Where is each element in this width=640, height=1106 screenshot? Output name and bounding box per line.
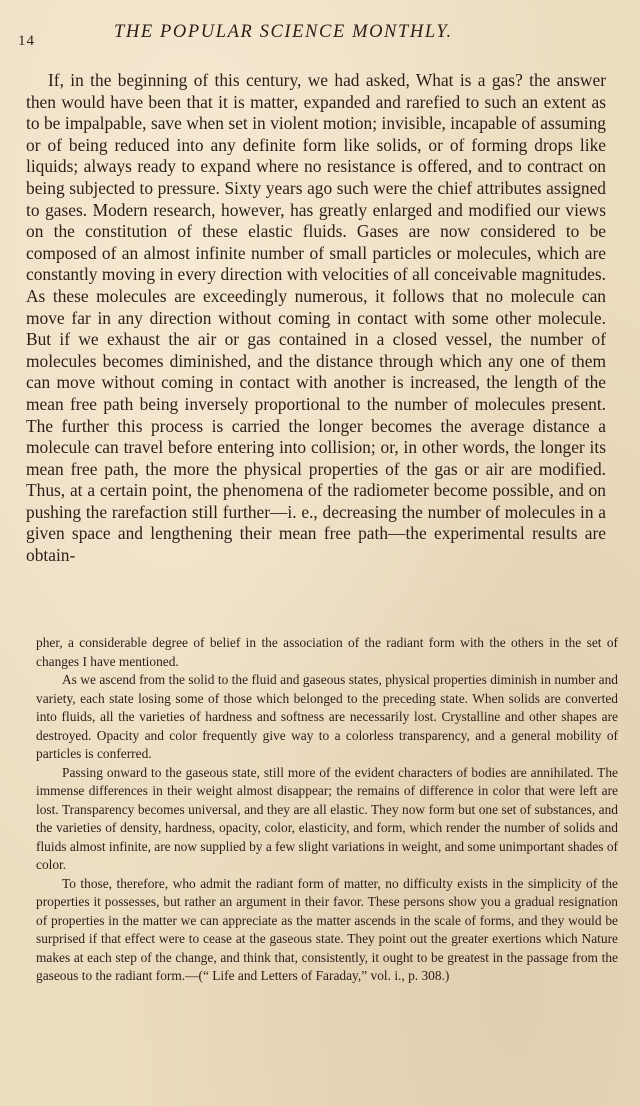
running-title: THE POPULAR SCIENCE MONTHLY. (114, 22, 453, 42)
main-paragraph: If, in the beginning of this century, we had asked, What is a gas? the answer then would have been that it is matter, expanded and rarefied to such an extent as to be impalpable, save when set in violent motion; invisible, incapable of assuming or of being reduced into any definite form like solids, or of forming drops like liquids; always ready to expand where no resistance is offered, and to contract on being subjected to pressure. Sixty years ago such were the chief attributes assigned to gases. Modern research, however, has greatly enlarged and modified our views on the constitution of these elastic fluids. Gases are now considered to be composed of an almost infinite number of small particles or molecules, which are constantly moving in every direction with velocities of all conceivable magnitudes. As these molecules are exceedingly numerous, it follows that no molecule can move far in any direction without coming in contact with some other molecule. But if we exhaust the air or gas contained in a closed vessel, the number of molecules becomes diminished, and the distance through which any one of them can move without coming in contact with another is increased, the length of the mean free path being inversely proportional to the number of molecules present. The further this process is carried the longer becomes the average distance a molecule can travel before entering into collision; or, in other words, the longer its mean free path, the more the physical properties of the gas or air are modified. Thus, at a certain point, the phenomena of the radiometer become possible, and on pushing the rarefaction still further—i. e., decreasing the number of molecules in a given space and lengthening their mean free path—the experimental results are obtain- (26, 70, 606, 566)
page-number: 14 (18, 33, 35, 49)
quoted-passage (36, 634, 618, 986)
quote-paragraph-continued: pher, a considerable degree of belief in the association of the radiant form with the others in the set of changes I have mentioned. (36, 635, 618, 669)
main-text-block (26, 70, 606, 567)
quote-paragraph: Passing onward to the gaseous state, still more of the evident characters of bodies are annihilated. The immense differences in their weight almost disappear; the remains of difference in color that were left are lost. Transparency becomes universal, and they are all elastic. They now form but one set of substances, and the varieties of density, hardness, opacity, color, elasticity, and form, which render the number of solids and fluids almost infinite, are now supplied by a few slight variations in weight, and some unimportant shades of color. (36, 764, 619, 872)
quote-paragraph: To those, therefore, who admit the radiant form of matter, no difficulty exists in the simplicity of the properties it possesses, but rather an argument in their favor. These persons show you a gradual resignation of properties in the matter we can appreciate as the matter ascends in the scale of forms, and they would be surprised if that effect were to cease at the gaseous state. They point out the greater exertions which Nature makes at each step of the change, and think that, consistently, it ought to be greatest in the passage from the gaseous to the radiant form.—(“ Life and Letters of Faraday,” vol. i., p. 308.) (36, 875, 618, 983)
page-header (18, 20, 622, 50)
quote-paragraph: As we ascend from the solid to the fluid and gaseous states, physical properties diminish in number and variety, each state losing some of those which belonged to the preceding state. When solids are converted into fluids, all the varieties of hardness and softness are necessarily lost. Crystalline and other shapes are destroyed. Opacity and color frequently give way to a colorless transparency, and a general mobility of particles is conferred. (36, 672, 618, 761)
